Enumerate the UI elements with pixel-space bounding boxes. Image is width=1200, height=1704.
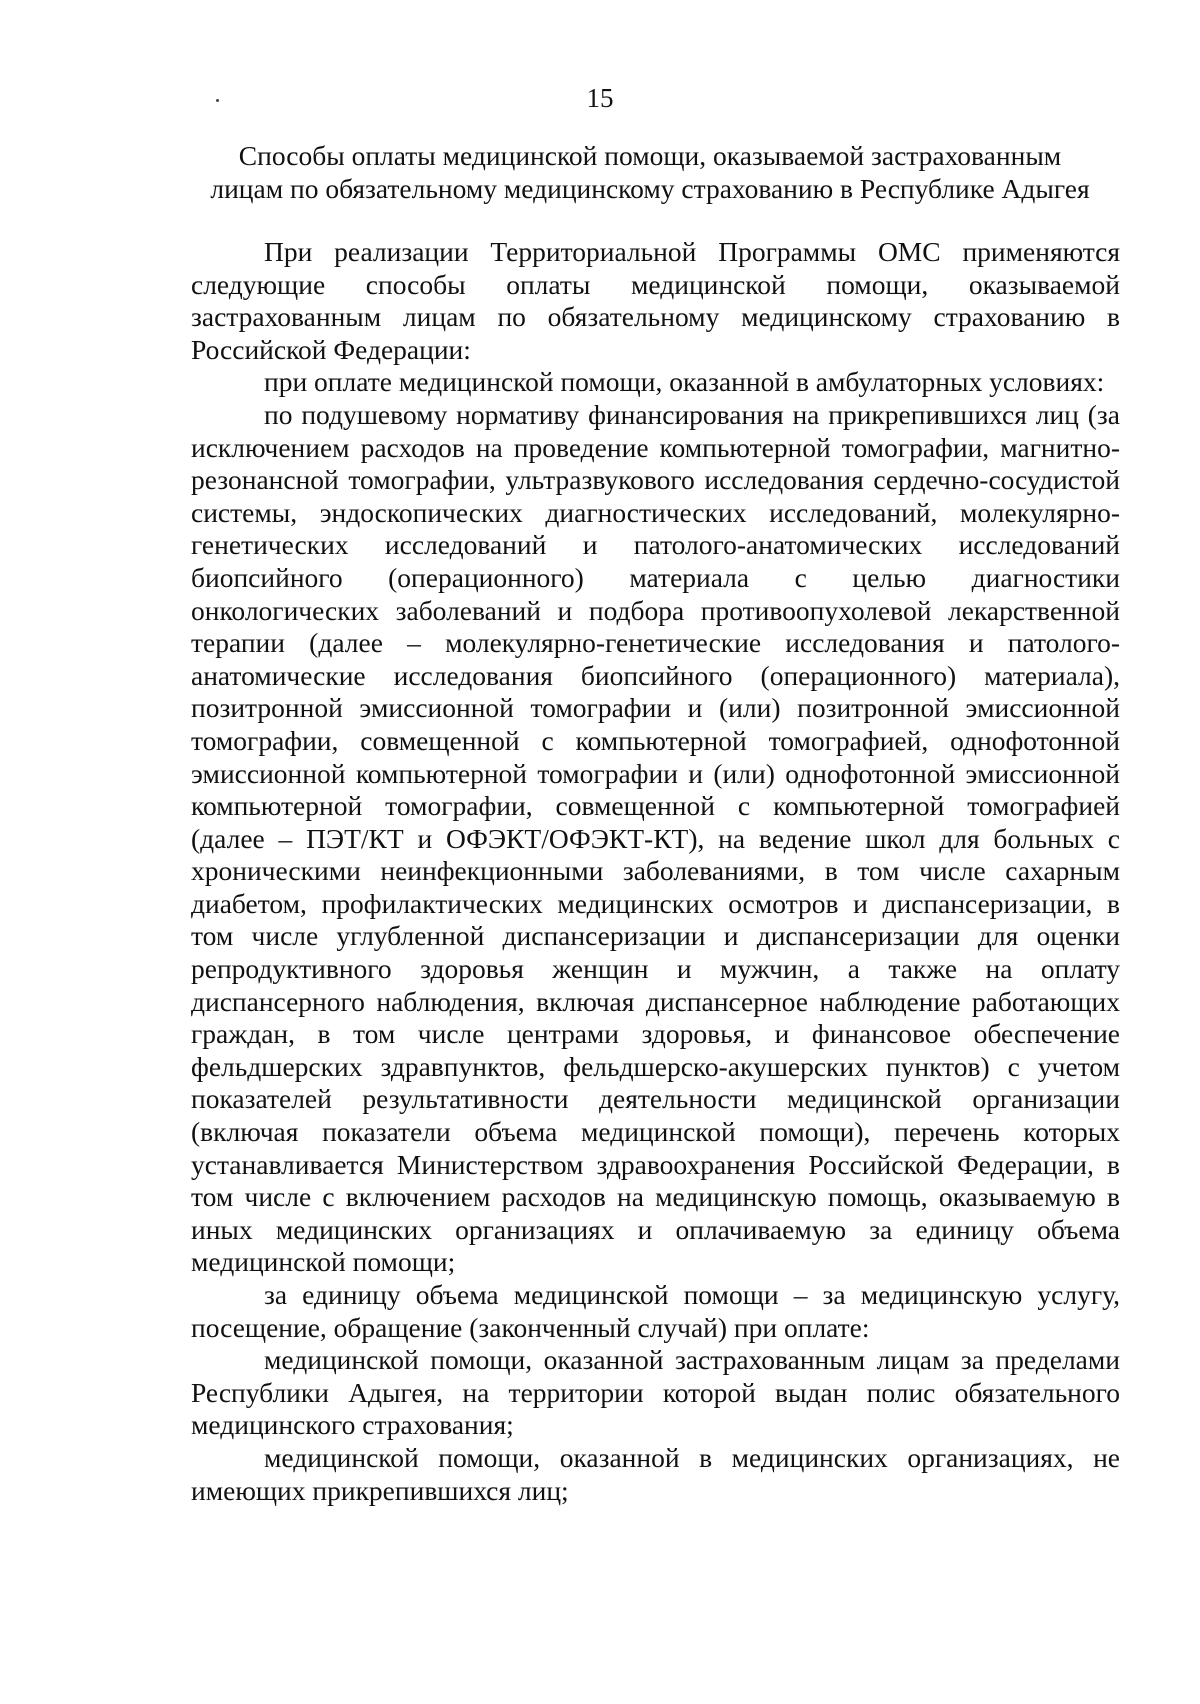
paragraph-outside-region: медицинской помощи, оказанной застрахованным лицам за пределами Республики Адыгея, на территории которой выдан полис обязательного медицинского страхования;: [191, 1344, 1120, 1441]
paragraph-intro: При реализации Территориальной Программы ОМС применяются следующие способы оплаты медицинской помощи, оказываемой застрахованным лицам по обязательному медицинскому страхованию в Российской Федерации:: [191, 236, 1120, 365]
section-title-line-1: Способы оплаты медицинской помощи, оказываемой застрахованным: [238, 140, 1062, 171]
paragraph-no-attached-persons: медицинской помощи, оказанной в медицинских организациях, не имеющих прикрепившихся лиц;: [191, 1441, 1120, 1506]
document-body: [191, 236, 1120, 1507]
paragraph-per-unit-volume: за единицу объема медицинской помощи – за медицинскую услугу, посещение, обращение (законченный случай) при оплате:: [191, 1279, 1120, 1343]
paragraph-outpatient-conditions: при оплате медицинской помощи, оказанной в амбулаторных условиях:: [264, 366, 1105, 398]
page-number: 15: [586, 83, 614, 113]
paragraph-per-capita-standard: по подушевому нормативу финансирования на прикрепившихся лиц (за исключением расходов на проведение компьютерной томографии, магнитно-резонансной томографии, ультразвукового исследования сердечно-сосудистой системы, эндоскопических диагностических исследований, молекулярно-генетических исследований и патолого-анатомических исследований биопсийного (операционного) материала с целью диагностики онкологических заболеваний и подбора противоопухолевой лекарственной терапии (далее – молекулярно-генетические исследования и патолого-анатомические исследования биопсийного (операционного) материала), позитронной эмиссионной томографии и (или) позитронной эмиссионной томографии, совмещенной с компьютерной томографией, однофотонной эмиссионной компьютерной томографии и (или) однофотонной эмиссионной компьютерной томографии, совмещенной с компьютерной томографией (далее – ПЭТ/КТ и ОФЭКТ/ОФЭКТ-КТ), на ведение школ для больных с хроническими неинфекционными заболеваниями, в том числе сахарным диабетом, профилактических медицинских осмотров и диспансеризации, в том числе углубленной диспансеризации и диспансеризации для оценки репродуктивного здоровья женщин и мужчин, а также на оплату диспансерного наблюдения, включая диспансерное наблюдение работающих граждан, в том числе центрами здоровья, и финансовое обеспечение фельдшерских здравпунктов, фельдшерско-акушерских пунктов) с учетом показателей результативности деятельности медицинской организации (включая показатели объема медицинской помощи), перечень которых устанавливается Министерством здравоохранения Российской Федерации, в том числе с включением расходов на медицинскую помощь, оказываемую в иных медицинских организациях и оплачиваемую за единицу объема медицинской помощи;: [191, 398, 1120, 1278]
section-title: [180, 139, 1120, 205]
section-title-line-2: лицам по обязательному медицинскому страхованию в Республике Адыгея: [210, 173, 1090, 204]
